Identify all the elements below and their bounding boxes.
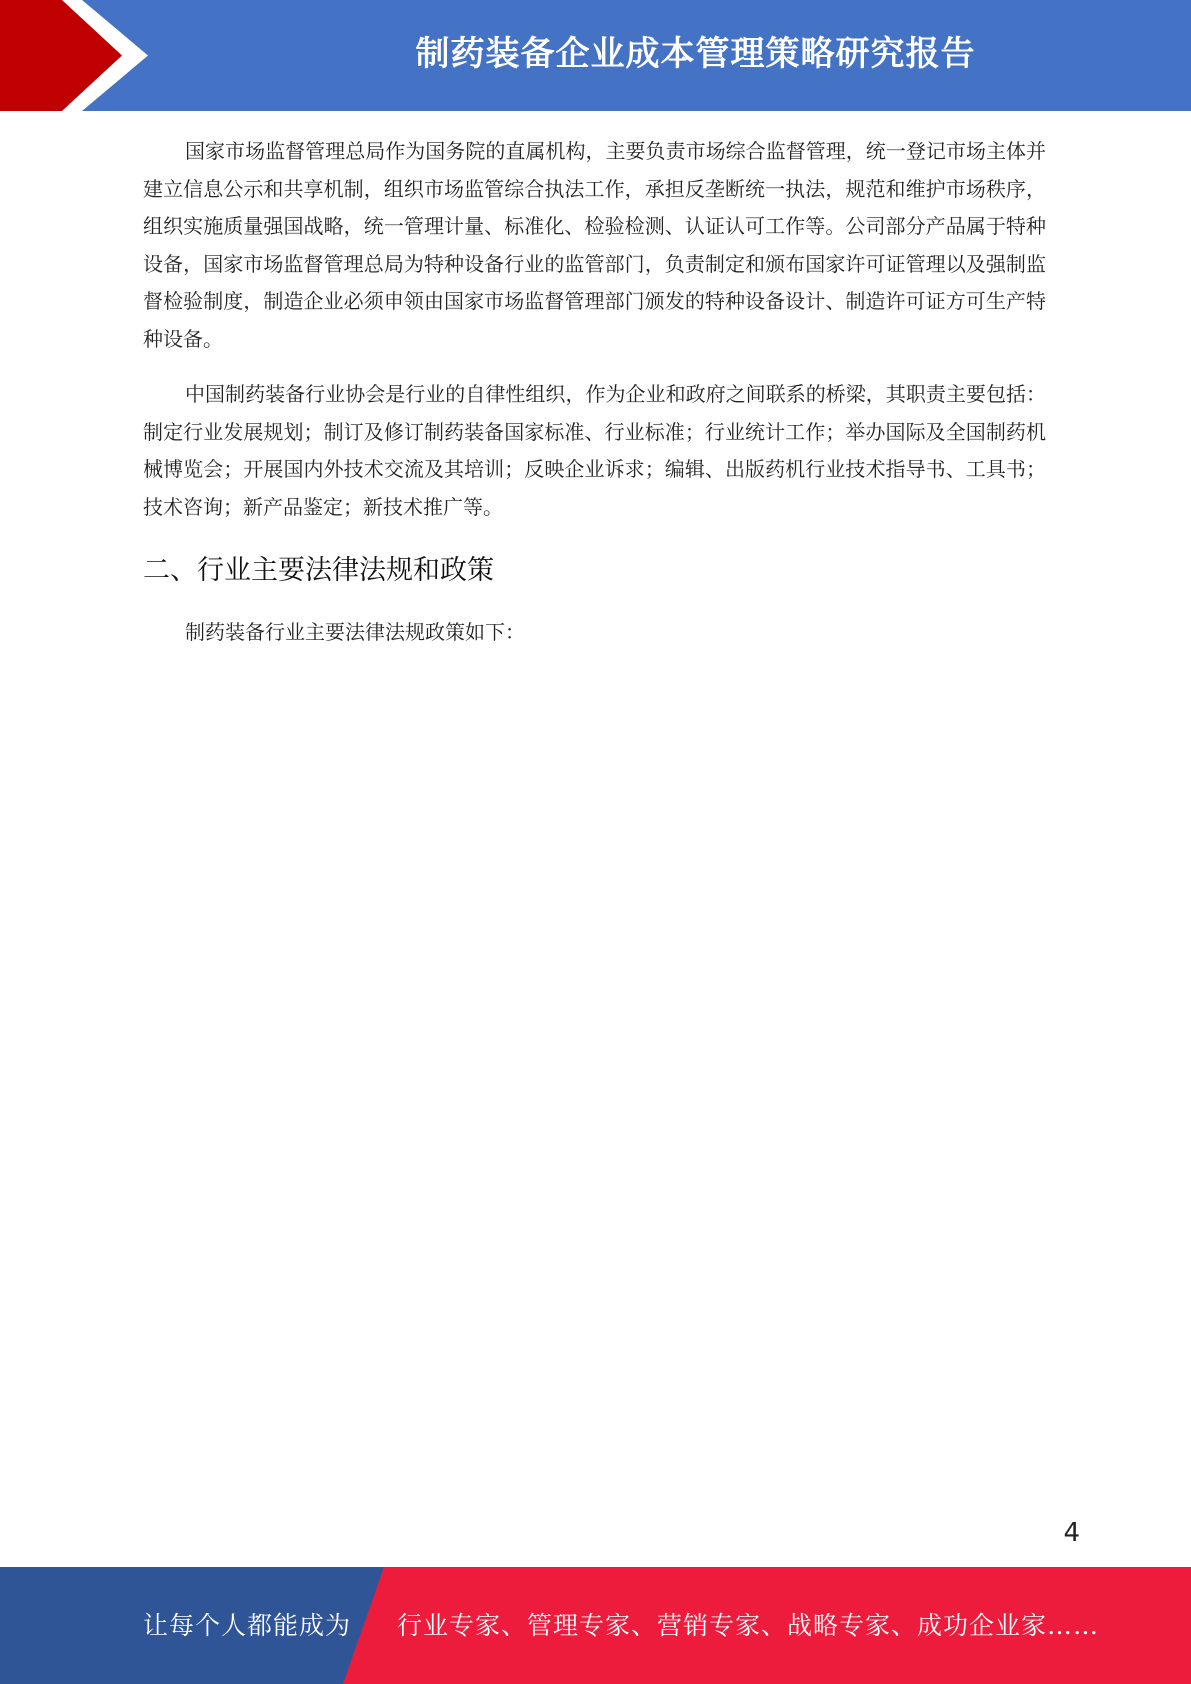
paragraph-industry-association: 中国制药装备行业协会是行业的自律性组织，作为企业和政府之间联系的桥梁，其职责主要包括：制定行业发展规划；制订及修订制药装备国家标准、行业标准；行业统计工作；举办国际及全国制药机械博览会；开展国内外技术交流及其培训；反映企业诉求；编辑、出版药机行业技术指导书、工具书；技术咨询；新产品鉴定；新技术推广等。 xyxy=(143,382,1046,519)
page-number: 4 xyxy=(1063,1518,1080,1548)
report-title: 制药装备企业成本管理策略研究报告 xyxy=(415,34,976,74)
footer-slogan-right: 行业专家、管理专家、营销专家、战略专家、成功企业家…… xyxy=(397,1611,1100,1640)
paragraph-market-regulation: 国家市场监督管理总局作为国务院的直属机构，主要负责市场综合监督管理，统一登记市场主体并建立信息公示和共享机制，组织市场监管综合执法工作，承担反垄断统一执法，规范和维护市场秩序，组织实施质量强国战略，统一管理计量、标准化、检验检测、认证认可工作等。公司部分产品属于特种设备，国家市场监督管理总局为特种设备行业的监管部门，负责制定和颁布国家许可证管理以及强制监督检验制度，制造企业必须申领由国家市场监督管理部门颁发的特种设备设计、制造许可证方可生产特种设备。 xyxy=(143,139,1046,351)
footer-banner xyxy=(0,1567,1191,1684)
footer-slogan-left: 让每个人都能成为 xyxy=(143,1611,352,1640)
chevron-arrow-icon xyxy=(0,0,160,111)
paragraph-policy-intro: 制药装备行业主要法律法规政策如下： xyxy=(185,620,525,644)
document-body xyxy=(143,133,1046,670)
header-banner xyxy=(0,0,1191,111)
section-heading: 二、行业主要法律法规和政策 xyxy=(143,555,494,586)
